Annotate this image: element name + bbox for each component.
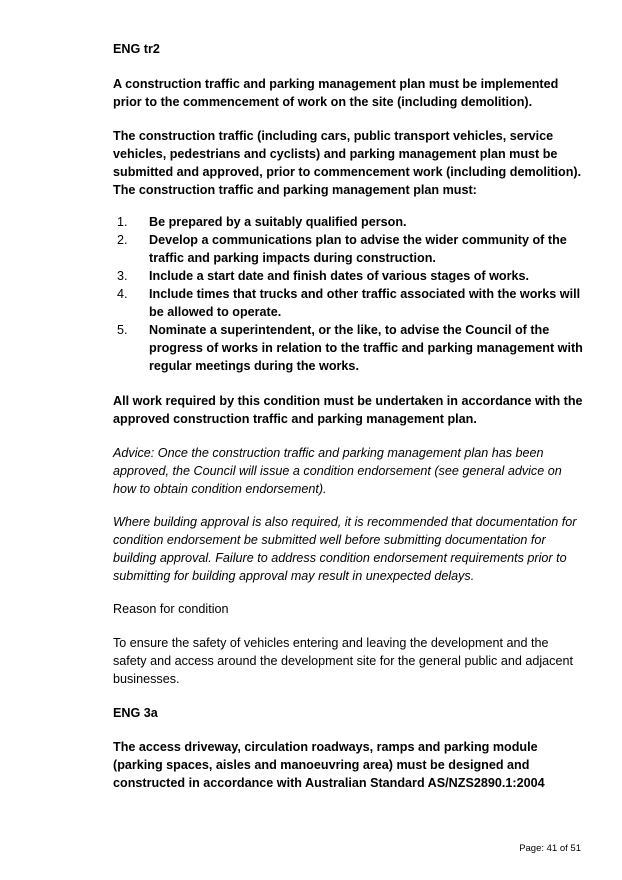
requirements-list bbox=[113, 213, 583, 375]
list-item bbox=[113, 231, 583, 267]
list-item-number: 3. bbox=[117, 269, 128, 283]
reason-text: To ensure the safety of vehicles entering and leaving the development and the safety and access around the development site for the general public and adjacent businesses. bbox=[113, 636, 573, 686]
eng-tr2-body: The construction traffic (including cars, public transport vehicles, service vehicles, pedestrians and cyclists) and parking management plan must be submitted and approved, prior to commencement work (including demolition). The construction traffic and parking management plan must: bbox=[113, 129, 582, 197]
list-item-text: Include a start date and finish dates of various stages of works. bbox=[149, 269, 530, 283]
section-heading-eng-3a: ENG 3a bbox=[113, 706, 158, 720]
list-item bbox=[113, 213, 583, 231]
list-item bbox=[113, 285, 583, 321]
list-item-text: Nominate a superintendent, or the like, to advise the Council of the progress of works in relation to the traffic and parking management with regular meetings during the works. bbox=[149, 323, 583, 373]
reason-label: Reason for condition bbox=[113, 602, 229, 616]
list-item bbox=[113, 321, 583, 375]
eng-tr2-advice: Advice: Once the construction traffic and parking management plan has been approved, the Council will issue a condition endorsement (see general advice on how to obtain condition endorsement). bbox=[113, 446, 562, 496]
list-item-number: 1. bbox=[117, 215, 128, 229]
list-item-number: 4. bbox=[117, 287, 128, 301]
list-item bbox=[113, 267, 583, 285]
list-item-text: Be prepared by a suitably qualified person. bbox=[149, 215, 407, 229]
eng-tr2-advice-building: Where building approval is also required, it is recommended that documentation for condition endorsement be submitted well before submitting documentation for building approval. Failure to address condition endorsement requirements prior to submitting for building approval may result in unexpected delays. bbox=[113, 515, 577, 583]
eng-3a-body: The access driveway, circulation roadways, ramps and parking module (parking spaces, aisles and manoeuvring area) must be designed and constructed in accordance with Australian Standard AS/NZS2890.1:2004 bbox=[113, 740, 545, 790]
eng-tr2-intro: A construction traffic and parking management plan must be implemented prior to the commencement of work on the site (including demolition). bbox=[113, 77, 559, 109]
list-item-number: 2. bbox=[117, 233, 128, 247]
list-item-text: Develop a communications plan to advise the wider community of the traffic and parking impacts during construction. bbox=[149, 233, 567, 265]
eng-tr2-closing: All work required by this condition must be undertaken in accordance with the approved construction traffic and parking management plan. bbox=[113, 394, 583, 426]
section-heading-eng-tr2: ENG tr2 bbox=[113, 42, 160, 56]
list-item-number: 5. bbox=[117, 323, 128, 337]
page-number: Page: 41 of 51 bbox=[519, 843, 581, 854]
list-item-text: Include times that trucks and other traffic associated with the works will be allowed to operate. bbox=[149, 287, 581, 319]
